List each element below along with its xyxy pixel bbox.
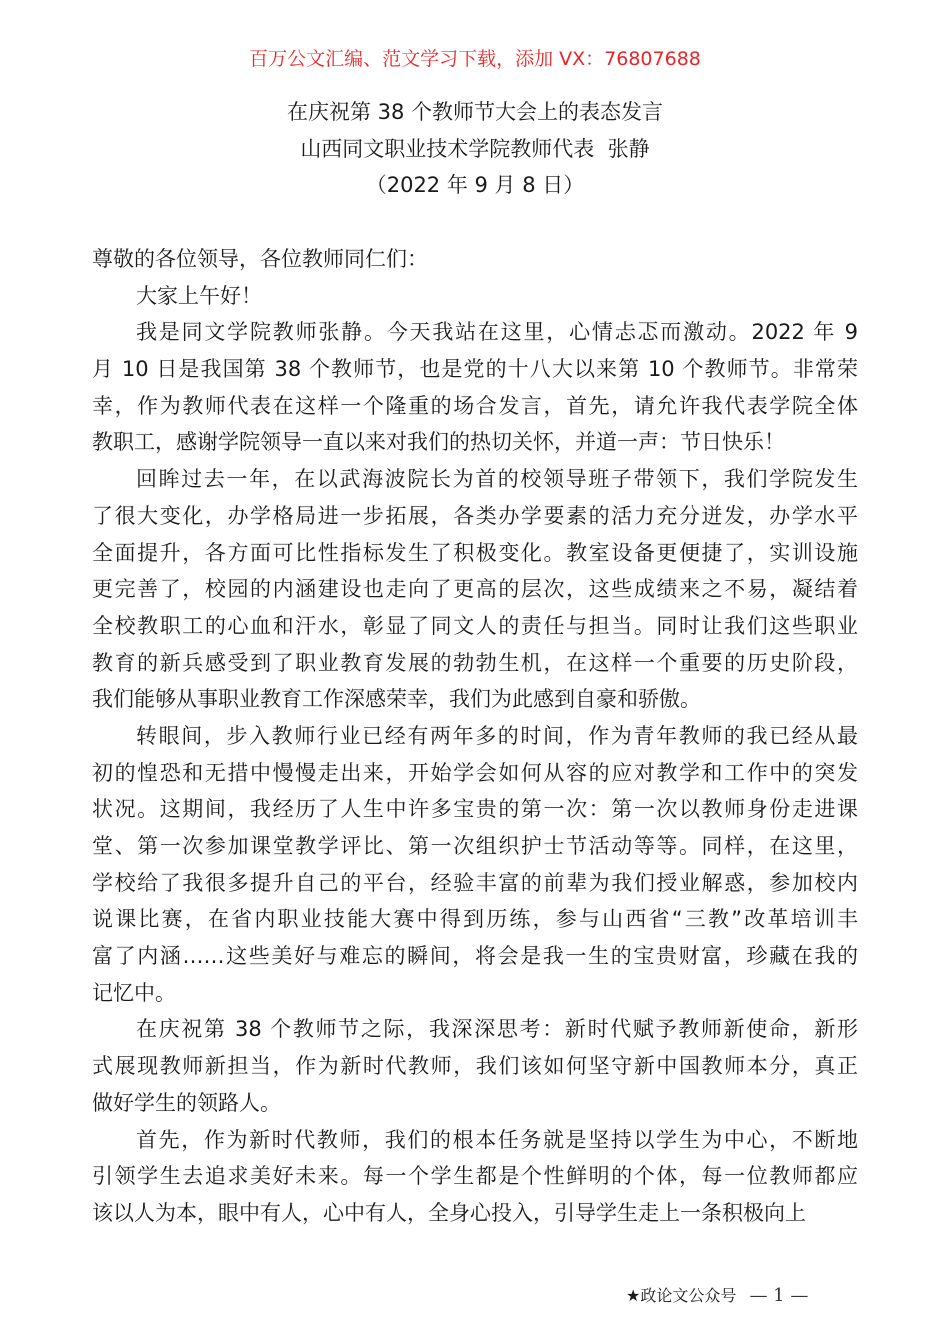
text-line: 式展现教师新担当，作为新时代教师，我们该如何坚守新中国教师本分，真正 xyxy=(92,1054,858,1079)
paragraph xyxy=(92,278,858,315)
paragraph xyxy=(92,718,858,1012)
text-line: 学校给了我很多提升自己的平台，经验丰富的前辈为我们授业解惑，参加校内 xyxy=(92,870,858,895)
text-line: 状况。这期间，我经历了人生中许多宝贵的第一次：第一次以教师身份走进课 xyxy=(92,797,858,822)
text-line: 初的惶恐和无措中慢慢走出来，开始学会如何从容的应对教学和工作中的突发 xyxy=(92,760,858,785)
text-line: 大家上午好！ xyxy=(136,283,262,308)
paragraph xyxy=(92,1122,858,1232)
paragraph xyxy=(92,241,858,278)
text-line: 做好学生的领路人。 xyxy=(92,1090,281,1115)
footer-source: ★政论文公众号 xyxy=(626,1286,737,1305)
speaker-line: 山西同文职业技术学院教师代表 张静 xyxy=(300,136,650,161)
text-line: 教职工，感谢学院领导一直以来对我们的热切关怀，并道一声：节日快乐！ xyxy=(92,430,785,455)
text-line: 堂、第一次参加课堂教学评比、第一次组织护士节活动等等。同样，在这里， xyxy=(92,834,858,858)
text-line: 说课比赛，在省内职业技能大赛中得到历练，参与山西省“三教”改革培训丰 xyxy=(92,907,858,932)
text-line: 更完善了，校园的内涵建设也走向了更高的层次，这些成绩来之不易，凝结着 xyxy=(92,577,858,602)
title-block xyxy=(0,94,950,204)
page-number: — 1 — xyxy=(749,1285,809,1306)
text-line: 我是同文学院教师张静。今天我站在这里，心情忐忑而激动。2022 年 9 xyxy=(136,320,858,345)
text-line: 转眼间，步入教师行业已经有两年多的时间，作为青年教师的我已经从最 xyxy=(136,723,858,748)
header-banner: 百万公文汇编、范文学习下载，添加 VX：76807688 xyxy=(249,48,701,70)
text-line: 全面提升，各方面可比性指标发生了积极变化。教室设备更便捷了，实训设施 xyxy=(92,540,858,565)
paragraph xyxy=(92,461,858,718)
document-body xyxy=(92,241,858,1232)
speech-date: （2022 年 9 月 8 日） xyxy=(365,173,585,197)
text-line: 了很大变化，办学格局进一步拓展，各类办学要素的活力充分迸发，办学水平 xyxy=(92,503,858,528)
text-line: 月 10 日是我国第 38 个教师节，也是党的十八大以来第 10 个教师节。非常荣 xyxy=(92,357,858,382)
text-line: 全校教职工的心血和汗水，彰显了同文人的责任与担当。同时让我们这些职业 xyxy=(92,613,858,638)
text-line: 回眸过去一年，在以武海波院长为首的校领导班子带领下，我们学院发生 xyxy=(136,467,858,492)
text-line: 引领学生去追求美好未来。每一个学生都是个性鲜明的个体，每一位教师都应 xyxy=(92,1164,858,1189)
text-line: 教育的新兵感受到了职业教育发展的勃勃生机，在这样一个重要的历史阶段， xyxy=(92,650,858,675)
text-line: 尊敬的各位领导，各位教师同仁们： xyxy=(92,247,428,271)
text-line: 幸，作为教师代表在这样一个隆重的场合发言，首先，请允许我代表学院全体 xyxy=(92,393,858,418)
text-line: 富了内涵……这些美好与难忘的瞬间，将会是我一生的宝贵财富，珍藏在我的 xyxy=(92,944,858,969)
text-line: 记忆中。 xyxy=(92,980,176,1005)
text-line: 该以人为本，眼中有人，心中有人，全身心投入，引导学生走上一条积极向上 xyxy=(92,1200,806,1225)
text-line: 我们能够从事职业教育工作深感荣幸，我们为此感到自豪和骄傲。 xyxy=(92,687,701,712)
paragraph xyxy=(92,314,858,461)
paragraph xyxy=(92,1011,858,1121)
text-line: 在庆祝第 38 个教师节之际，我深深思考：新时代赋予教师新使命，新形 xyxy=(136,1017,858,1042)
text-line: 首先，作为新时代教师，我们的根本任务就是坚持以学生为中心，不断地 xyxy=(136,1127,858,1152)
speech-title: 在庆祝第 38 个教师节大会上的表态发言 xyxy=(286,100,664,124)
page-footer xyxy=(626,1283,808,1309)
